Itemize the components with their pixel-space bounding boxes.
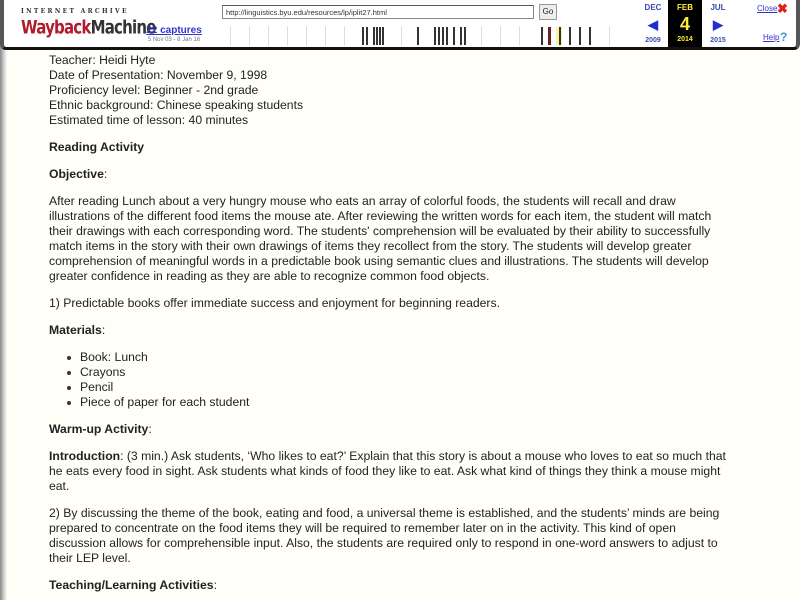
close-icon[interactable]: ✖ [777,1,788,16]
capture-mark[interactable] [579,27,581,45]
capture-mark[interactable] [442,27,444,45]
help-icon[interactable]: ? [780,30,788,44]
timeline-year-tick [344,26,345,46]
prev-month: DEC [644,3,662,12]
capture-mark[interactable] [569,27,571,45]
capture-mark[interactable] [460,27,462,45]
list-item: Piece of paper for each student [67,395,789,410]
capture-timeline[interactable] [216,24,631,46]
captures-summary [134,25,214,43]
capture-mark-selected[interactable] [548,27,551,45]
note-predictable-books: 1) Predictable books offer immediate success and enjoyment for beginning readers. [49,296,500,310]
logo-wayback-machine-text: WaybackMachine [21,15,156,39]
current-day: 4 [679,14,690,34]
materials-list [49,350,789,410]
capture-mark[interactable] [379,27,381,45]
date-line: Date of Presentation: November 9, 1998 [49,68,268,82]
list-item: Book: Lunch [67,350,789,365]
ethnic-background-line: Ethnic background: Chinese speaking students [49,98,304,112]
timeline-year-tick [287,26,288,46]
wayback-logo[interactable] [21,8,156,39]
captures-range: 5 Nov 03 - 8 Jan 16 [147,37,201,43]
introduction-label: Introduction [49,449,121,463]
logo-internet-archive-text: INTERNET ARCHIVE [21,8,129,15]
timeline-year-tick [230,26,231,46]
capture-mark[interactable] [373,27,375,45]
timeline-year-tick [481,26,482,46]
prev-capture-nav[interactable] [636,0,670,45]
reading-activity-heading: Reading Activity [49,140,145,154]
timeline-year-tick [306,26,307,46]
wayback-toolbar [0,0,800,50]
help-link[interactable]: Help [763,33,780,42]
timeline-year-tick [500,26,501,46]
list-item: Crayons [67,365,789,380]
timeline-year-tick [249,26,250,46]
materials-heading: Materials: [49,323,106,337]
objective-paragraph: After reading Lunch about a very hungry mouse who eats an array of colorful foods, the students will recall and draw illustrations of the different food items the mouse ate. After reviewing the written words for each item, the student will match their drawings with each corresponding word. The students' comprehension will be evaluated by their ability to successfully match items in the story with their own drawings of items they recollect from the story. The students will develop greater comprehension of meaningful words in a predictable book using semantic clues and illustrations. The students will develop greater confidence in reading as they are able to recognize common food objects. [49,194,712,283]
note-discussion-paragraph: 2) By discussing the theme of the book, eating and food, a universal theme is established, and the students’ minds are being prepared to concentrate on the food items they will be required to remember later on in the activity. This kind of open discussion allows for comprehensible input. Also, the students are required only to respond in one-word answers to adjust to their LEP level. [49,506,720,565]
teacher-line: Teacher: Heidi Hyte [49,53,156,67]
estimated-time-line: Estimated time of lesson: 40 minutes [49,113,249,127]
capture-mark[interactable] [541,27,543,45]
url-input[interactable]: http://linguistics.byu.edu/resources/lp/iplit27.html [222,5,534,19]
timeline-year-tick [325,26,326,46]
next-year[interactable]: 2015 [710,37,726,44]
capture-mark[interactable] [559,27,561,45]
introduction-paragraph: Introduction: (3 min.) Ask students, ‘Who likes to eat?’ Explain that this story is about a mouse who loves to eat so much that he eats every food in sight. Ask students what kinds of food they like to eat. Ask what kind of things they think a mouse might eat. [49,449,726,493]
capture-mark[interactable] [464,27,466,45]
prev-year[interactable]: 2009 [645,37,661,44]
proficiency-line: Proficiency level: Beginner - 2nd grade [49,83,259,97]
window-left-edge [0,0,7,600]
capture-mark[interactable] [453,27,455,45]
objective-heading: Objective: [49,167,108,181]
teaching-activities-heading: Teaching/Learning Activities: [49,578,217,592]
timeline-year-tick [519,26,520,46]
capture-mark[interactable] [366,27,368,45]
capture-mark[interactable] [362,27,364,45]
next-capture-nav[interactable] [701,0,735,45]
capture-mark[interactable] [376,27,378,45]
capture-mark[interactable] [589,27,591,45]
current-year: 2014 [677,36,693,43]
list-item: Pencil [67,380,789,395]
current-month: FEB [677,3,693,12]
go-button[interactable]: Go [539,4,557,20]
timeline-year-tick [609,26,610,46]
captures-link[interactable]: 22 captures [146,25,202,36]
capture-mark[interactable] [438,27,440,45]
capture-mark[interactable] [417,27,419,45]
close-link[interactable]: Close [757,4,778,13]
next-month: JUL [710,3,726,12]
capture-mark[interactable] [382,27,384,45]
capture-mark[interactable] [434,27,436,45]
capture-mark[interactable] [446,27,448,45]
lesson-plan-document [49,53,789,593]
prev-arrow-icon[interactable]: ◀ [648,17,658,32]
current-capture [668,0,702,47]
next-arrow-icon[interactable]: ▶ [713,17,723,32]
warmup-heading: Warm-up Activity: [49,422,152,436]
timeline-year-tick [401,26,402,46]
timeline-year-tick [268,26,269,46]
